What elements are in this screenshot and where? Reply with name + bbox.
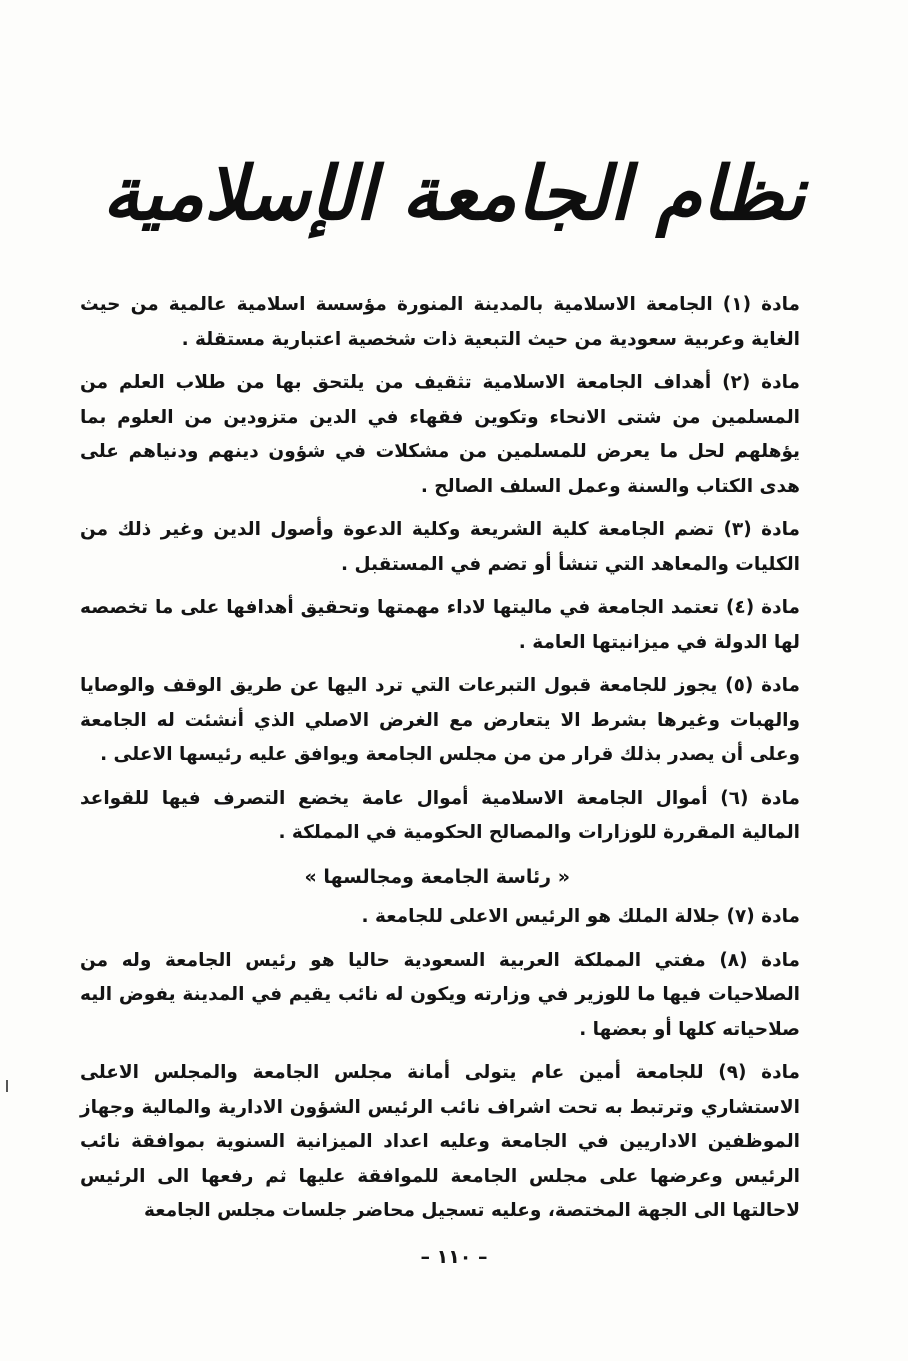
article-6 [80,782,800,851]
article-number: (٨) [719,949,748,971]
article-4 [80,591,800,660]
article-label: مادة [761,519,800,540]
article-number: (٤) [725,597,755,618]
article-1 [80,288,800,357]
section-heading: « رئاسة الجامعة ومجالسها » [304,865,570,888]
article-3 [80,513,800,582]
article-label: مادة [761,294,800,315]
article-label: مادة [761,787,800,809]
article-number: (٢) [722,372,751,393]
article-2 [80,366,800,504]
article-text: يجوز للجامعة قبول التبرعات التي ترد اليها عن طريق الوقف والوصايا والهبات وغيرها بشرط الا يتعارض مع الغرض الاصلي الذي أنشئت له الجامعة وعلى أن يصدر بذلك قرار من من مجلس الجامعة ويوافق عليه رئيسها الاعلى . [80,675,800,765]
scan-edge-mark [6,1080,8,1092]
article-label: مادة [761,372,800,393]
article-5 [80,669,800,773]
document-body [80,288,800,1238]
article-text: الجامعة الاسلامية بالمدينة المنورة مؤسسة اسلامية عالمية من حيث الغاية وعربية سعودية من حيث التبعية ذات شخصية اعتبارية مستقلة . [80,294,800,350]
article-number: (١) [722,294,752,315]
article-number: (٦) [720,787,749,809]
article-label: مادة [761,906,800,927]
article-number: (٧) [726,906,755,927]
article-8 [80,944,800,1048]
article-label: مادة [761,675,800,696]
article-text: مفتي المملكة العربية السعودية حاليا هو رئيس الجامعة وله من الصلاحيات فيها ما للوزير في وزارته ويكون له نائب يقيم في المدينة يفوض اليه صلاحياته كلها أو بعضها . [80,949,800,1040]
article-text: تعتمد الجامعة في ماليتها لاداء مهمتها وتحقيق أهدافها على ما تخصصه لها الدولة في ميزانيتها العامة . [80,597,800,653]
article-text: أهداف الجامعة الاسلامية تثقيف من يلتحق بها من طلاب العلم من المسلمين من شتى الانحاء وتكوين فقهاء في الدين متزودين من العلوم بما يؤهلهم لحل ما يعرض للمسلمين من مشكلات في شؤون دينهم ودنياهم على هدى الكتاب والسنة وعمل السلف الصالح . [80,372,800,497]
article-text: جلالة الملك هو الرئيس الاعلى للجامعة . [361,906,721,927]
article-7 [80,900,800,935]
article-number: (٣) [723,519,752,540]
article-label: مادة [761,949,800,971]
article-label: مادة [761,597,800,618]
page-number: – ١١٠ – [420,1246,488,1268]
article-9 [80,1056,800,1229]
article-text: أموال الجامعة الاسلامية أموال عامة يخضع التصرف فيها للقواعد المالية المقررة للوزارات والمصالح الحكومية في المملكة . [80,787,800,843]
article-number: (٥) [725,675,754,696]
article-text: للجامعة أمين عام يتولى أمانة مجلس الجامعة والمجلس الاعلى الاستشاري وترتبط به تحت اشراف نائب الرئيس الشؤون الادارية والمالية وجهاز الموظفين الاداريين في الجامعة وعليه اعداد الميزانية السنوية بموافقة نائب الرئيس وعرضها على مجلس الجامعة للموافقة عليها ثم رفعها الى الرئيس لاحالتها الى الجهة المختصة، وعليه تسجيل محاضر جلسات مجلس الجامعة [80,1062,800,1221]
article-label: مادة [761,1062,800,1083]
page-title: نظام الجامعة الإسلامية [102,151,806,237]
article-text: تضم الجامعة كلية الشريعة وكلية الدعوة وأصول الدين وغير ذلك من الكليات والمعاهد التي تنشأ أو تضم في المستقبل . [80,519,800,575]
article-number: (٩) [718,1062,747,1083]
